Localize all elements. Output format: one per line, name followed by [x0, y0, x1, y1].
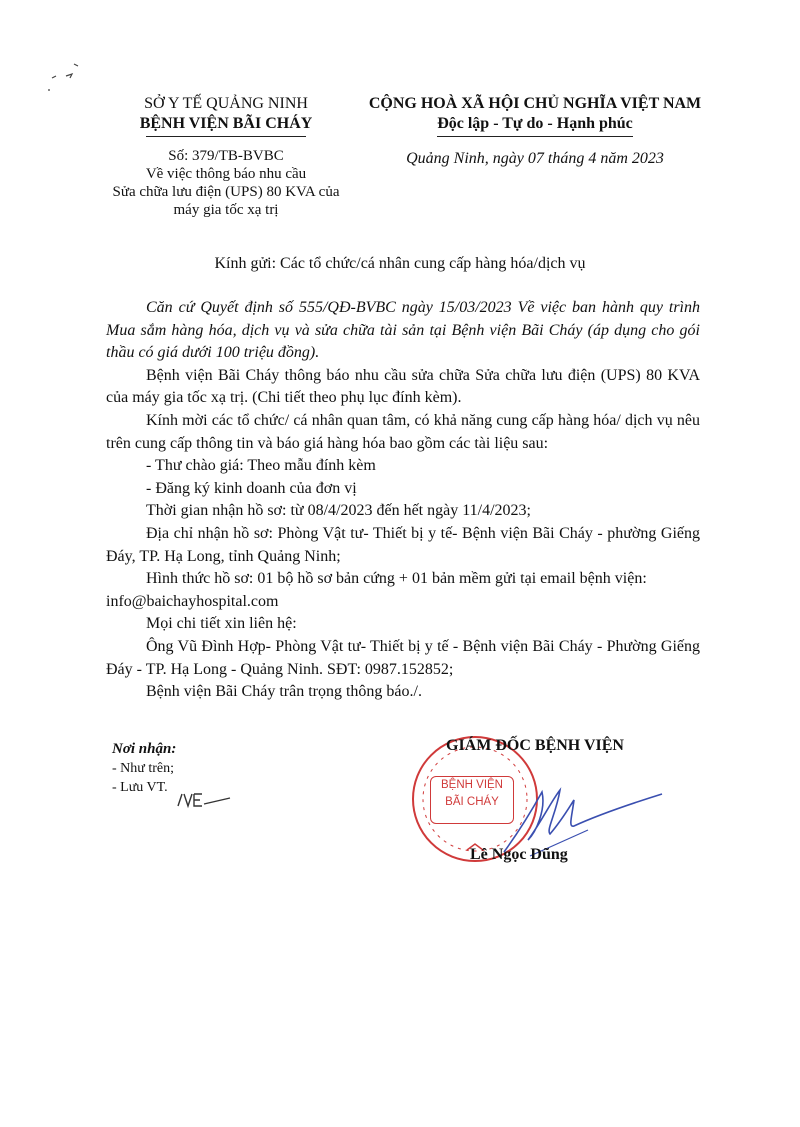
paragraph: Mọi chi tiết xin liên hệ:: [146, 615, 297, 633]
recipient-item: - Như trên;: [112, 761, 175, 776]
subject-line: Về việc thông báo nhu cầu: [145, 166, 307, 182]
bullet-item: - Đăng ký kinh doanh của đơn vị: [146, 479, 357, 497]
paragraph: Bệnh viện Bãi Cháy thông báo nhu cầu sửa chữa Sửa chữa lưu điện (UPS) 80 KVA của máy gia tốc xạ trị. (Chi tiết theo phụ lục đính kèm).: [106, 366, 700, 407]
issuer-block: [108, 94, 344, 219]
bullet-item: - Thư chào giá: Theo mẫu đính kèm: [146, 457, 376, 475]
paragraph: Ông Vũ Đình Hợp- Phòng Vật tư- Thiết bị y tế - Bệnh viện Bãi Cháy - Phường Giếng Đáy - TP. Hạ Long - Quảng Ninh. SĐT: 0987.152852;: [106, 637, 700, 678]
divider: [437, 136, 633, 137]
motto: Độc lập - Tự do - Hạnh phúc: [437, 115, 633, 132]
paragraph: Bệnh viện Bãi Cháy trân trọng thông báo./.: [146, 683, 422, 701]
issue-date: Quảng Ninh, ngày 07 tháng 4 năm 2023: [406, 150, 664, 167]
country-name: CỘNG HOÀ XÃ HỘI CHỦ NGHĨA VIỆT NAM: [368, 95, 702, 112]
divider: [146, 136, 306, 137]
paragraph: Kính mời các tổ chức/ cá nhân quan tâm, có khả năng cung cấp hàng hóa/ dịch vụ nêu trên cung cấp thông tin và báo giá hàng hóa bao gồm các tài liệu sau:: [106, 411, 700, 452]
notice-body: [106, 297, 700, 704]
paragraph: Hình thức hồ sơ: 01 bộ hồ sơ bản cứng + 01 bản mềm gửi tại email bệnh viện:: [146, 570, 647, 588]
email-address: info@baichayhospital.com: [106, 592, 279, 610]
recipients-heading: Nơi nhận:: [112, 741, 177, 757]
recipient-item: - Lưu VT.: [112, 780, 168, 795]
stamp-line: BỆNH VIỆN: [441, 779, 503, 791]
legal-basis: Căn cứ Quyết định số 555/QĐ-BVBC ngày 15/03/2023 Về việc ban hành quy trình Mua sắm hàng hóa, dịch vụ và sửa chữa tài sản tại Bệnh viện Bãi Cháy (áp dụng cho gói thầu có giá dưới 100 triệu đồng).: [106, 299, 700, 362]
agency-name: SỞ Y TẾ QUẢNG NINH: [144, 95, 308, 112]
doc-number: Số: 379/TB-BVBC: [168, 148, 284, 164]
paragraph: Địa chỉ nhận hồ sơ: Phòng Vật tư- Thiết bị y tế- Bệnh viện Bãi Cháy - phường Giếng Đáy, TP. Hạ Long, tỉnh Quảng Ninh;: [106, 524, 700, 565]
signer-name: Lê Ngọc Dũng: [470, 846, 568, 863]
paragraph: Thời gian nhận hồ sơ: từ 08/4/2023 đến hết ngày 11/4/2023;: [146, 502, 531, 520]
hospital-name: BỆNH VIỆN BÃI CHÁY: [139, 115, 313, 132]
subject-line: Sửa chữa lưu điện (UPS) 80 KVA của: [112, 184, 340, 200]
national-header: [364, 94, 706, 169]
stamp-line: BÃI CHÁY: [445, 796, 499, 808]
initials-mark: [176, 790, 232, 812]
signer-title: GIÁM ĐỐC BỆNH VIỆN: [446, 737, 624, 754]
recipient-line: Kính gửi: Các tổ chức/cá nhân cung cấp hàng hóa/dịch vụ: [214, 255, 586, 272]
recipients-list: [112, 740, 176, 797]
scan-speck: [46, 56, 96, 96]
subject-line: máy gia tốc xạ trị: [173, 202, 279, 218]
